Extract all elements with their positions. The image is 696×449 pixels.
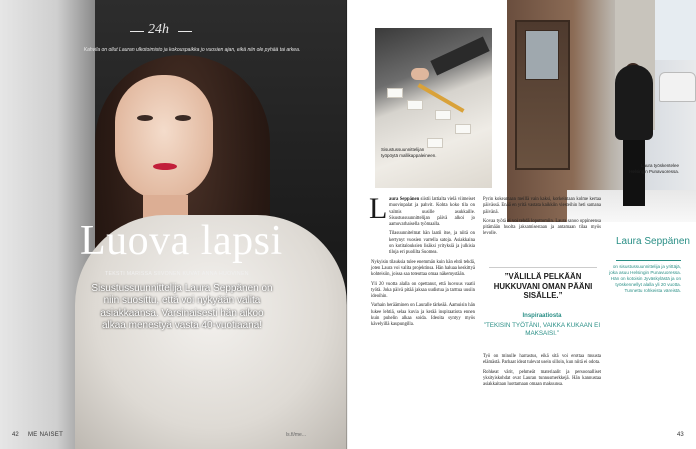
quote-rule xyxy=(489,267,597,268)
magazine-name: ME NAISET xyxy=(28,432,64,438)
section-dash xyxy=(130,31,144,32)
person-coat xyxy=(615,65,653,140)
desk-hand xyxy=(411,68,429,80)
section-label: 24h xyxy=(148,22,169,37)
desk-arm xyxy=(430,36,489,75)
sample-tile xyxy=(435,110,451,120)
byline: TEKSTI MARISSA SIIVONEN KUVAT ANNA HUOVINEN xyxy=(105,271,249,277)
magazine-url: ls.fi/me... xyxy=(286,432,307,438)
paragraph: Rohkeat värit, pehmeät materiaalit ja persoonalliset yksityiskohdat ovat Lauran tunnusmerkkejä. Hän kannustaa asiakkaitaan luottamaan omaan makuunsa. xyxy=(483,369,601,388)
sidebar-bio: on sisustussuunnittelija ja yrittäjä, joka asuu Helsingin Punavuoressa. Hän on kotoisin Jyväskylästä ja on työskennellyt alalla yli 20 vuotta. Tunnettu rohkeista väreistä. xyxy=(609,264,681,293)
pull-quote: ”VÄLILLÄ PELKÄÄN HUKKUVANI OMAN PÄÄNI SISÄLLE.” xyxy=(493,272,593,300)
portrait-eye xyxy=(175,115,191,121)
paragraph: Varhain herääminen on Lauralle tärkeää. Aamuisin hän lukee lehtiä, selaa kuvia ja kerää inspiraatiota ennen kuin puhelin alkaa soida. Ideoita syntyy myös kävelyillä kaupungilla. xyxy=(371,303,475,328)
spine-shadow xyxy=(346,0,348,449)
subheading: Inspiraatiosta xyxy=(522,313,562,319)
paragraph: siistii lattialta vielä viimeiset muovinpalat ja pahvit. Kohta koko tila on valmis uusille asukkaille. Sisustussuunnittelijan päivä alkoi jo aamuvarhaisella työmaalla. xyxy=(389,197,475,228)
street-photo xyxy=(507,0,696,222)
door-window xyxy=(525,30,559,80)
street-door xyxy=(515,20,570,170)
photo-caption: Kahvila on ollut Lauran ulkotoimisto ja kokouspaikka jo vuosien ajan, eikä niin ole pyhää tai arkea. xyxy=(83,47,301,53)
desk-photo xyxy=(375,28,492,188)
parked-car xyxy=(659,72,696,102)
article-title: Luova lapsi xyxy=(80,218,283,264)
portrait-eye xyxy=(137,115,153,121)
lead-paragraph: Sisustussuunnittelija Laura Seppänen on niin suosittu, että voi nykyään valita asiakkaansa. Varsinaisesti hän aikoo alkaa menestyä vasta 40-vuotiaana! xyxy=(91,283,273,331)
portrait-face xyxy=(115,75,213,200)
text-column-1 xyxy=(371,197,475,332)
text-column-2-continued xyxy=(483,354,601,388)
section-dash xyxy=(178,31,192,32)
secondary-pull-quote: ”TEKISIN TYÖTÄNI, VAIKKA KUKAAN EI MAKSAISI.” xyxy=(483,322,601,337)
intro-name: aura Seppänen xyxy=(389,197,420,202)
paragraph: Kovaa työtä ei voi tehdä loputtomiin. Laura sanoo oppineensa pitämään huolta jaksamisestaan ja antamaan tilaa myös levolle. xyxy=(483,218,601,237)
right-page xyxy=(347,0,696,449)
paragraph: Yli 20 vuotta alalla on opettanut, että luovuus vaatii työtä. Joka päivä pitää jaksaa uudistua ja tarttua uusiin ideoihin. xyxy=(371,281,475,300)
paragraph: Nykyisin tilauksia tulee enemmän kuin hän ehtii tehdä, joten Laura voi valita projektinsa. Hän haluaa keskittyä kohteisiin, joissa saa toteuttaa omaa näkemystään. xyxy=(371,259,475,278)
paragraph: Työ on minulle harrastus, eikä sitä voi erottaa muusta elämästä. Parhaat ideat tulevat usein silloin, kun niitä ei odota. xyxy=(483,354,601,366)
sample-tile xyxy=(407,100,423,110)
desk-photo-caption: Sisustussuunnittelijan työpöytä mallikappaleineen. xyxy=(381,147,437,158)
drop-cap: L xyxy=(369,192,388,225)
sample-tile xyxy=(387,88,403,98)
sidebar-rule xyxy=(616,260,681,261)
desk-ruler xyxy=(417,83,464,112)
page-number-left: 42 xyxy=(12,432,19,438)
text-column-2 xyxy=(483,197,601,241)
page-number-right: 43 xyxy=(677,432,684,438)
street-sky xyxy=(655,0,696,60)
left-page xyxy=(0,0,347,449)
sidebar-name: Laura Seppänen xyxy=(616,236,690,247)
portrait-lips xyxy=(153,163,177,170)
paragraph: Tilasuunnitelmat hän laatii itse, ja niitä on kertynyt vuosien varrella satoja. Asiakkaina on kotitalouksien lisäksi yrityksiä ja julkisia tiloja eri puolilta Suomea. xyxy=(389,231,475,256)
sample-tile xyxy=(455,124,471,134)
paragraph: Pyrin kokeamaan meillä vain kaksi, korkeintaan kolme kertaa päivässä. Enää en yritä vastata kaikkiin viesteihin heti samana päivänä. xyxy=(483,197,601,215)
street-photo-caption: Laura työskentelee Helsingin Punavuoressa. xyxy=(629,163,679,174)
